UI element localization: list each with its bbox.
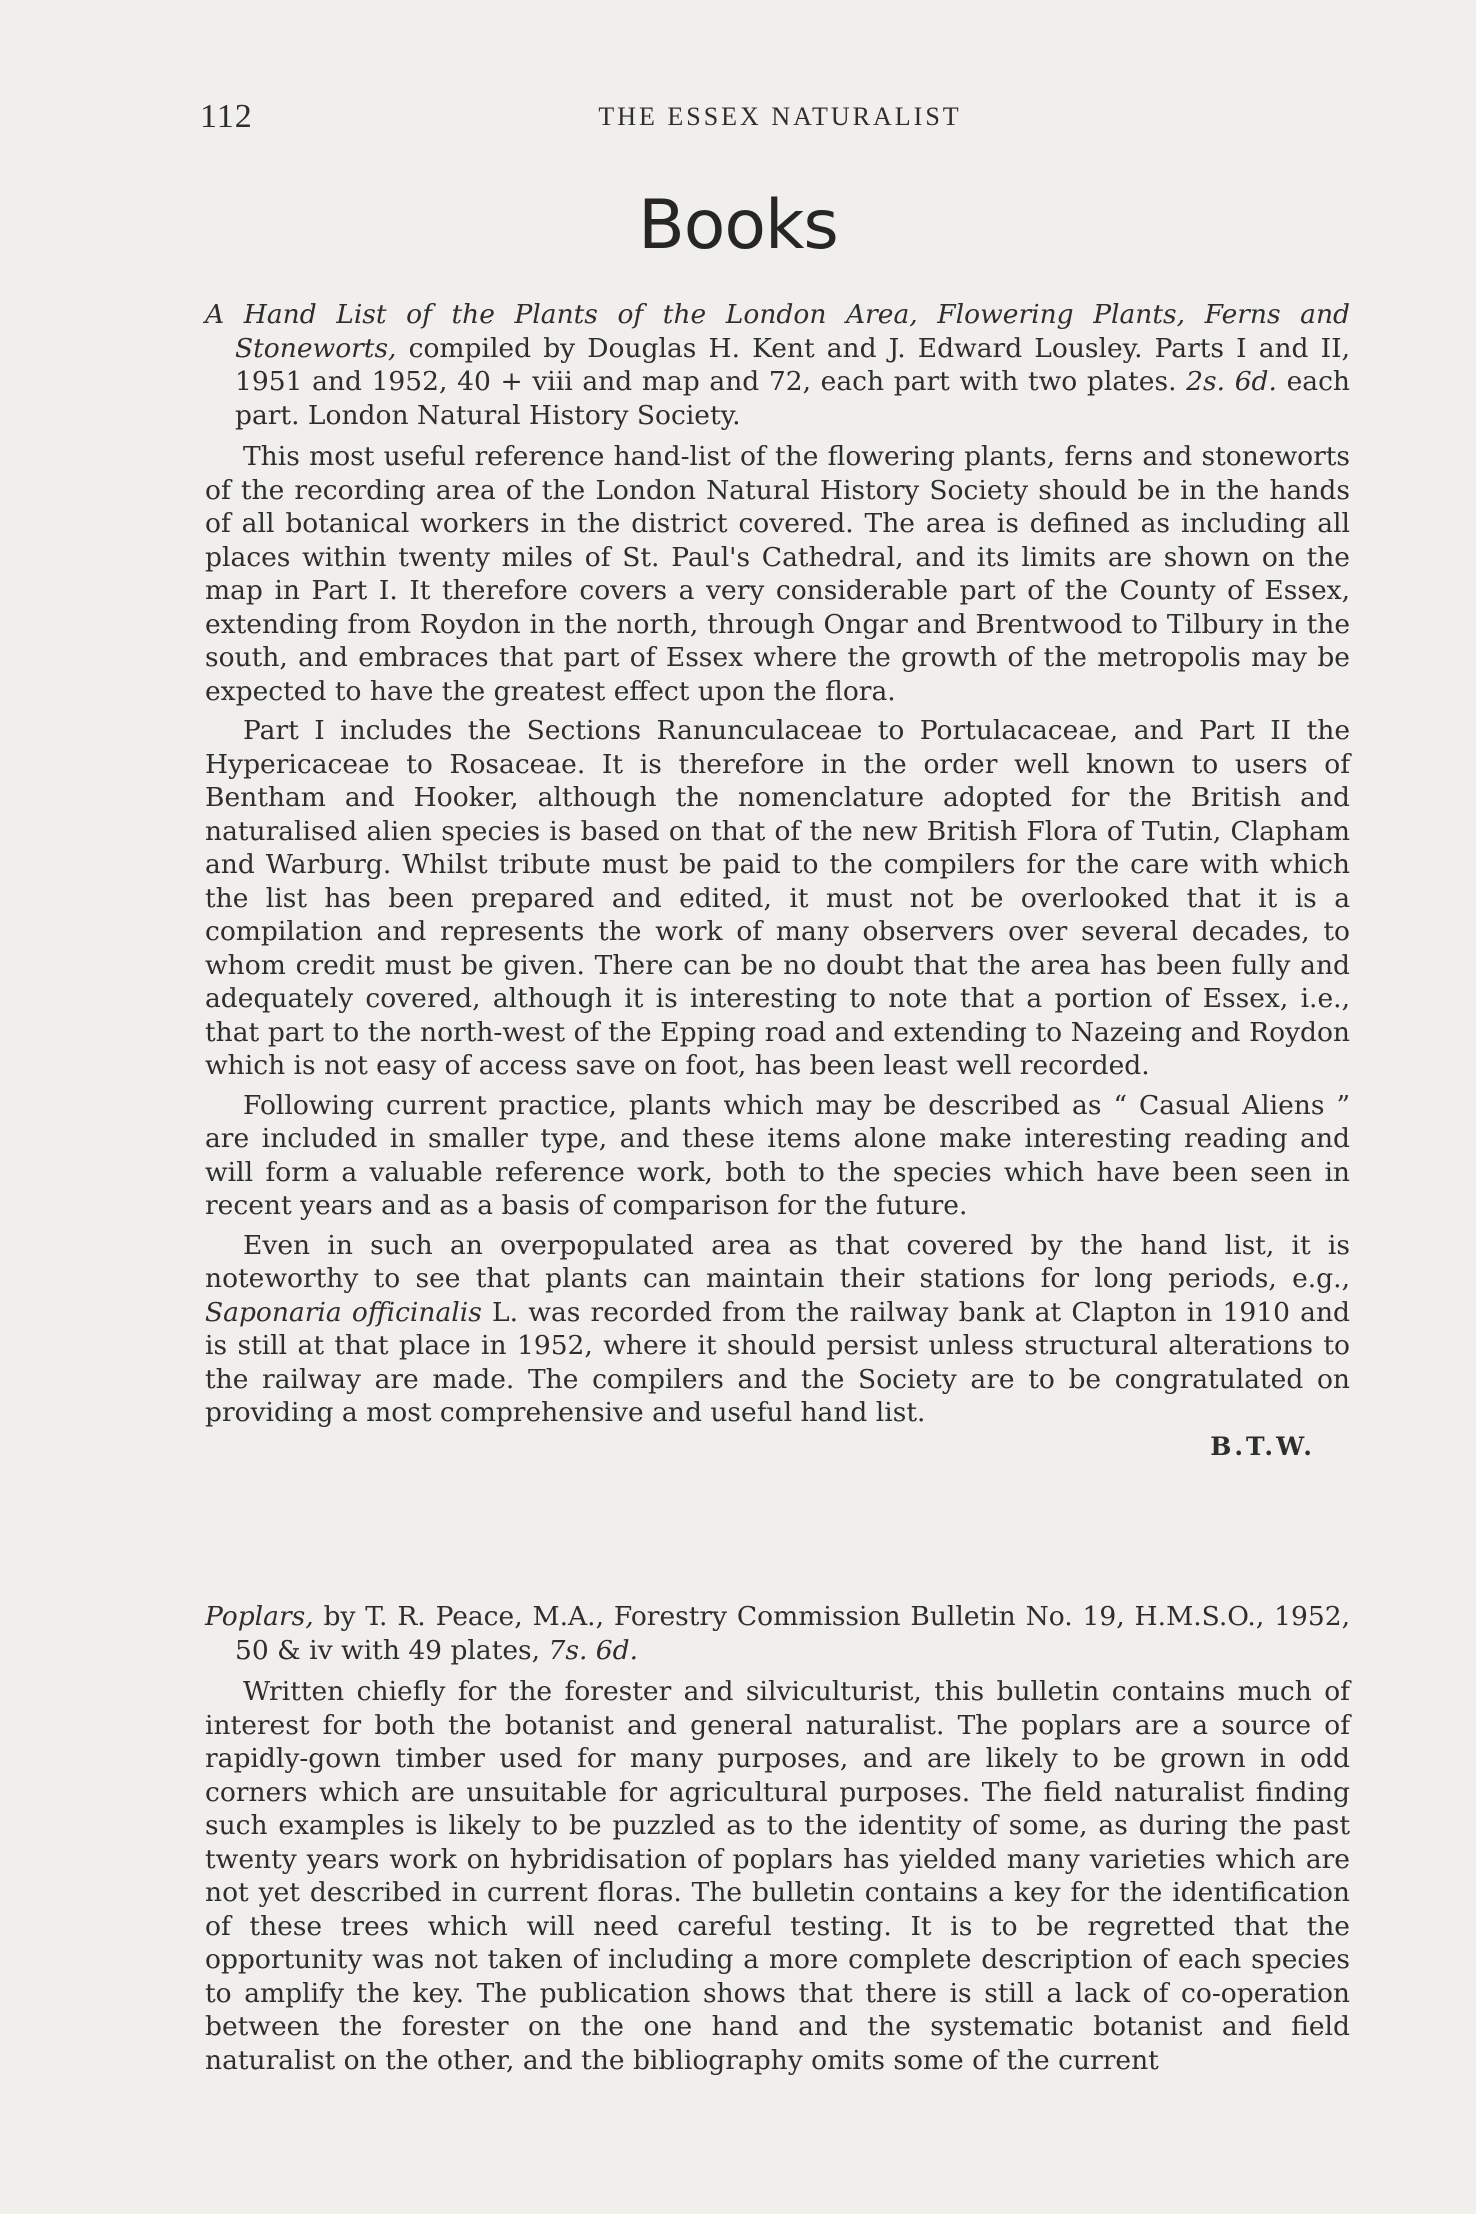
review-paragraph: Following current practice, plants which may be described as “ Casual Aliens ” are included in smaller type, and these items alone make interesting reading and will form a valuable reference work, both to the species which have been seen in recent years and as a basis of comparison for the future.	[205, 1089, 1350, 1221]
page-number: 112	[200, 98, 253, 135]
review-citation	[205, 298, 1350, 432]
review-paragraph: This most useful reference hand-list of the flowering plants, ferns and stoneworts of the recording area of the London Natural History Society should be in the hands of all botanical workers in the district covered. The area is defined as including all places within twenty miles of St. Paul's Cathedral, and its limits are shown on the map in Part I. It therefore covers a very considerable part of the County of Essex, extending from Roydon in the north, through Ongar and Brentwood to Tilbury in the south, and embraces that part of Essex where the growth of the metropolis may be expected to have the greatest effect upon the flora.	[205, 441, 1350, 707]
citation-price: 2s. 6d.	[1186, 366, 1277, 397]
reviewer-signature: B.T.W.	[1210, 1431, 1315, 1461]
review-poplars	[205, 1600, 1350, 2077]
citation-title: A Hand List of the Plants of the London Area, Flowering Plants, Ferns and Stoneworts,	[205, 299, 1350, 364]
review-paragraph	[205, 1229, 1350, 1430]
review-hand-list	[205, 298, 1350, 1463]
paragraph-text: L. was recorded from the railway bank at Clapton in 1910 and is still at that place in 1952, where it should persist unless structural alterations to the railway are made. The compilers and the Society are to be congratulated on providing a most comprehensive and useful hand list.	[205, 1296, 1350, 1428]
species-name: Saponaria officinalis	[205, 1296, 482, 1328]
running-head	[200, 98, 1360, 138]
citation-details: compiled by Douglas H. Kent and J. Edward Lousley. Parts I and II, 1951 and 1952, 40 + viii and map and 72, each part with two plates.	[235, 332, 1350, 397]
review-paragraph: Part I includes the Sections Ranunculaceae to Portulacaceae, and Part II the Hypericaceae to Rosaceae. It is therefore in the order well known to users of Bentham and Hooker, although the nomenclature adopted for the British and naturalised alien species is based on that of the new British Flora of Tutin, Clapham and Warburg. Whilst tribute must be paid to the compilers for the care with which the list has been prepared and edited, it must not be overlooked that it is a compilation and represents the work of many observers over several decades, to whom credit must be given. There can be no doubt that the area has been fully and adequately covered, although it is interesting to note that a portion of Essex, i.e., that part to the north-west of the Epping road and extending to Nazeing and Roydon which is not easy of access save on foot, has been least well recorded.	[205, 715, 1350, 1081]
section-title: Books	[638, 186, 838, 265]
paragraph-text: Even in such an overpopulated area as that covered by the hand list, it is noteworthy to see that plants can maintain their stations for long periods, e.g.,	[205, 1229, 1350, 1294]
citation-price: 7s. 6d.	[548, 1634, 639, 1666]
review-paragraph: Written chiefly for the forester and silviculturist, this bulletin contains much of interest for both the botanist and general naturalist. The poplars are a source of rapidly-gown timber used for many purposes, and are likely to be grown in odd corners which are unsuitable for agricultural purposes. The field naturalist finding such examples is likely to be puzzled as to the identity of some, as during the past twenty years work on hybridisation of poplars has yielded many varieties which are not yet described in current floras. The bulletin contains a key for the identification of these trees which will need careful testing. It is to be regretted that the opportunity was not taken of including a more complete description of each species to amplify the key. The publication shows that there is still a lack of co-operation between the forester on the one hand and the systematic botanist and field naturalist on the other, and the bibliography omits some of the current	[205, 1676, 1350, 2076]
citation-publisher: each part. London Natural History Society.	[235, 366, 1350, 431]
journal-title: THE ESSEX NATURALIST	[598, 102, 962, 131]
citation-title: Poplars,	[205, 1601, 314, 1632]
citation-details: by T. R. Peace, M.A., Forestry Commission Bulletin No. 19, H.M.S.O., 1952, 50 & iv with 49 plates,	[235, 1601, 1350, 1666]
review-citation	[205, 1600, 1350, 1667]
